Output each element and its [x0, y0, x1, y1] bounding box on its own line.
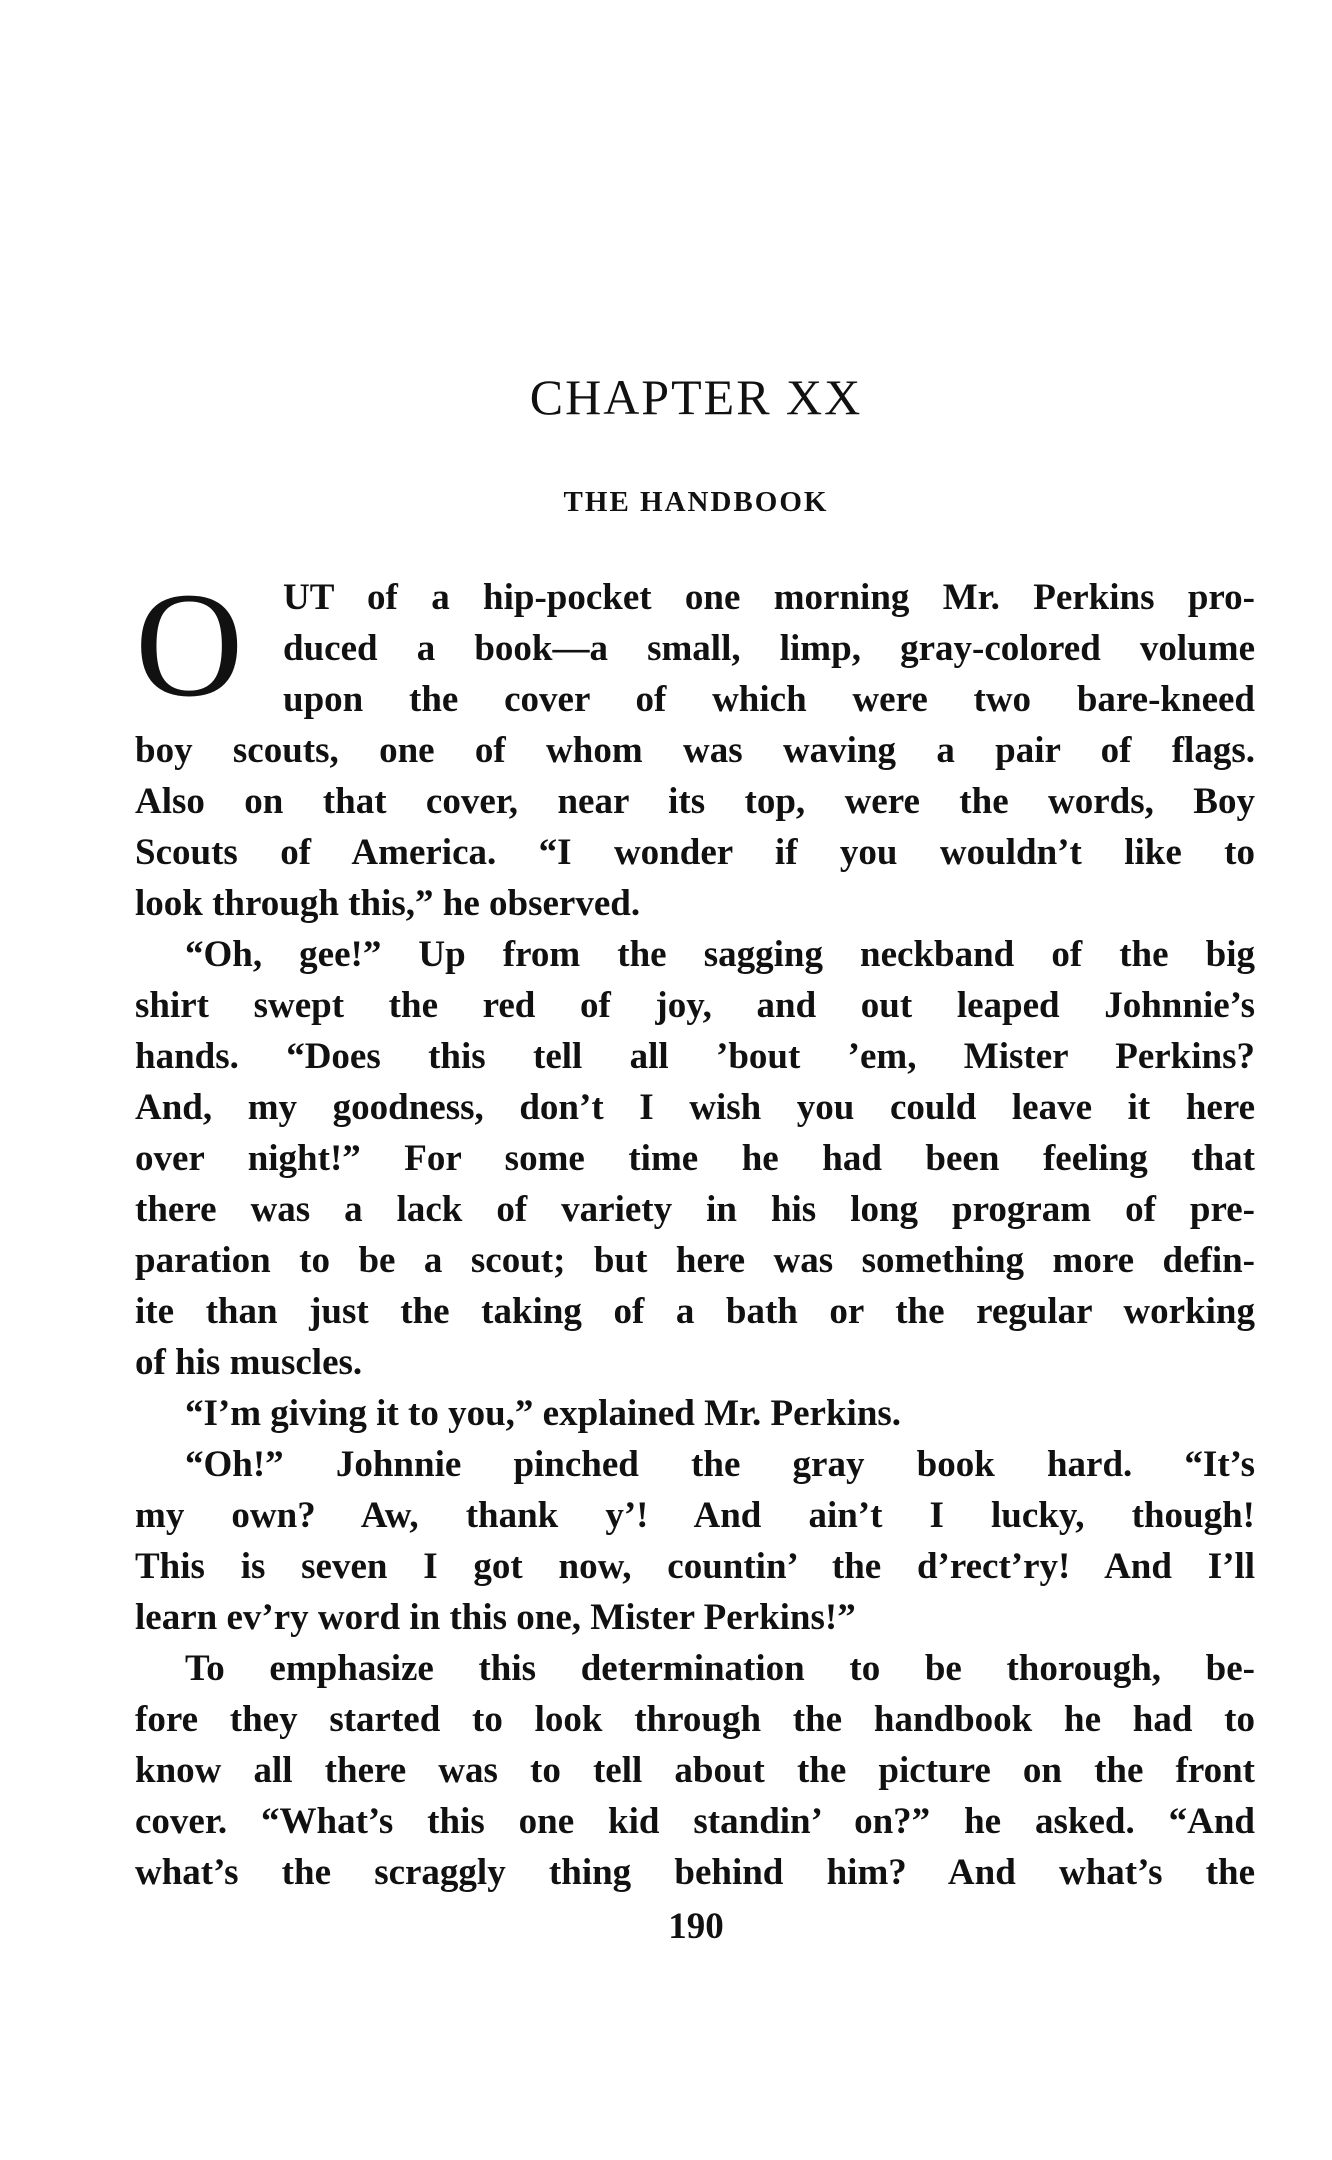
text-line: “I’m giving it to you,” explained Mr. Perkins.	[185, 1393, 902, 1434]
text-line: my own? Aw, thank y’! And ain’t I lucky, though!	[135, 1495, 1255, 1536]
text-line: shirt swept the red of joy, and out leaped Johnnie’s	[135, 985, 1255, 1026]
text-line: fore they started to look through the handbook he had to	[135, 1699, 1255, 1740]
text-line: This is seven I got now, countin’ the d’rect’ry! And I’ll	[135, 1546, 1255, 1587]
text-line: “Oh!” Johnnie pinched the gray book hard. “It’s	[185, 1444, 1255, 1485]
text-line: paration to be a scout; but here was something more defin-	[135, 1240, 1255, 1281]
text-line: duced a book—a small, limp, gray-colored volume	[283, 628, 1255, 669]
text-line: UT of a hip-pocket one morning Mr. Perkins pro-	[283, 577, 1255, 618]
text-line: To emphasize this determination to be thorough, be-	[185, 1648, 1255, 1689]
chapter-title: CHAPTER XX	[529, 369, 863, 425]
text-line: And, my goodness, don’t I wish you could leave it here	[135, 1087, 1255, 1128]
body-text	[135, 562, 1255, 1898]
page-number: 190	[668, 1906, 724, 1947]
text-line: know all there was to tell about the picture on the front	[135, 1750, 1255, 1791]
text-line: upon the cover of which were two bare-kneed	[283, 679, 1255, 720]
text-line: Scouts of America. “I wonder if you wouldn’t like to	[135, 832, 1255, 873]
text-line: learn ev’ry word in this one, Mister Perkins!”	[135, 1597, 856, 1638]
text-line: cover. “What’s this one kid standin’ on?” he asked. “And	[135, 1801, 1255, 1842]
text-line: hands. “Does this tell all ’bout ’em, Mister Perkins?	[135, 1036, 1255, 1077]
text-line: Also on that cover, near its top, were the words, Boy	[135, 781, 1255, 822]
text-line: over night!” For some time he had been feeling that	[135, 1138, 1255, 1179]
text-line: boy scouts, one of whom was waving a pair of flags.	[135, 730, 1255, 771]
text-line: there was a lack of variety in his long program of pre-	[135, 1189, 1255, 1230]
chapter-subtitle: THE HANDBOOK	[563, 486, 829, 518]
drop-cap: O	[135, 562, 244, 728]
text-line: ite than just the taking of a bath or the regular working	[135, 1291, 1255, 1332]
text-line: look through this,” he observed.	[135, 883, 641, 924]
text-line: what’s the scraggly thing behind him? And what’s the	[135, 1852, 1255, 1893]
text-line: of his muscles.	[135, 1342, 363, 1383]
text-line: “Oh, gee!” Up from the sagging neckband of the big	[185, 934, 1255, 975]
